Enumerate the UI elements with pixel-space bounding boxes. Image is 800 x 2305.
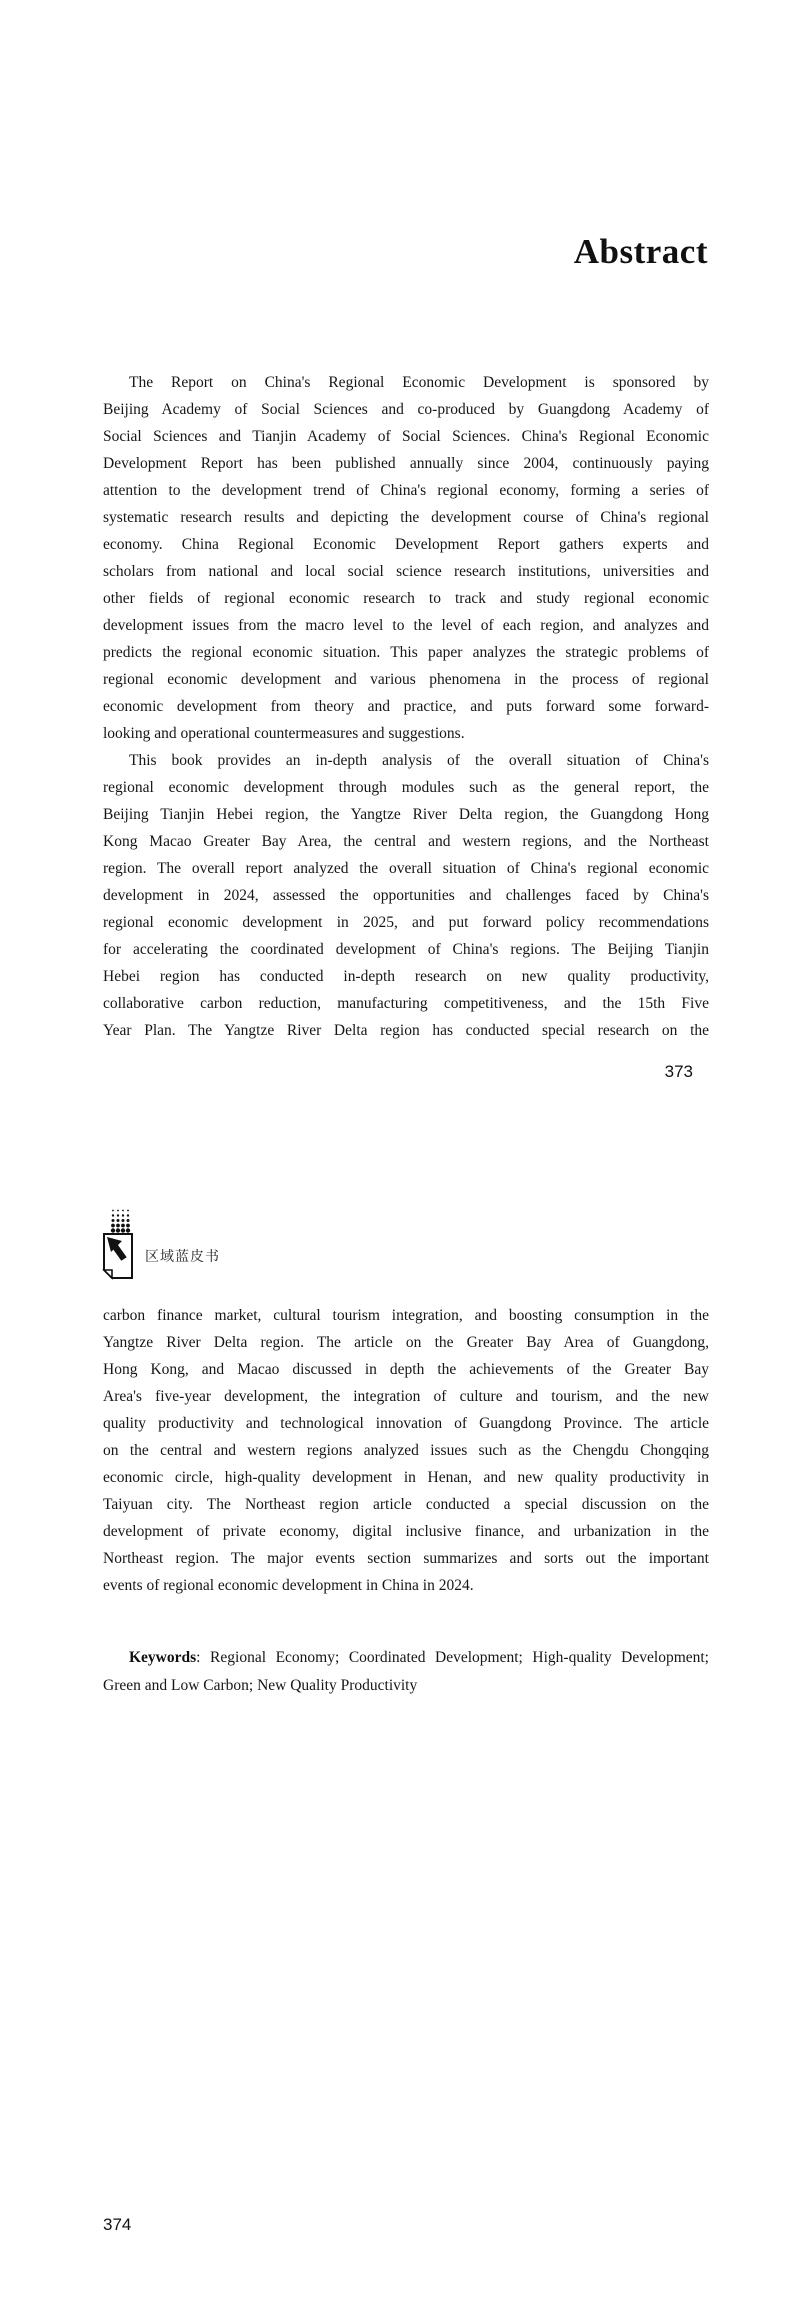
text-line: carbon finance market, cultural tourism integration, and boosting consumption in the [103,1307,709,1324]
text-line: economic circle, high-quality development in Henan, and new quality productivity in [103,1469,709,1486]
keywords-text: : Regional Economy; Coordinated Development; High-quality Development; Green and Low Carbon; New Quality Productivity [103,1648,709,1694]
text-line: Yangtze River Delta region. The article on the Greater Bay Area of Guangdong, [103,1334,709,1351]
abstract-title: Abstract [573,232,708,271]
text-line: Hong Kong, and Macao discussed in depth the achievements of the Greater Bay [103,1361,709,1378]
text-line: looking and operational countermeasures and suggestions. [103,725,465,742]
text-line: attention to the development trend of China's regional economy, forming a series of [103,482,709,499]
abstract-paragraph-2-continued [103,1302,709,1599]
abstract-paragraph-2 [103,747,709,1044]
keywords-paragraph [103,1644,709,1700]
text-line: Beijing Tianjin Hebei region, the Yangtze River Delta region, the Guangdong Hong [103,806,709,823]
series-label: 区域蓝皮书 [145,1248,220,1264]
text-line: economic development from theory and practice, and puts forward some forward- [103,698,709,715]
text-line: Year Plan. The Yangtze River Delta region has conducted special research on the [103,1022,709,1039]
text-line: Development Report has been published annually since 2004, continuously paying [103,455,709,472]
text-line: development of private economy, digital inclusive finance, and urbanization in the [103,1523,709,1540]
page-number-373: 373 [664,1062,693,1081]
blue-book-logo-icon [101,1208,135,1280]
text-line: scholars from national and local social science research institutions, universities and [103,563,709,580]
text-line: Kong Macao Greater Bay Area, the central and western regions, and the Northeast [103,833,709,850]
logo-page-icon [104,1234,132,1278]
text-line: Beijing Academy of Social Sciences and co-produced by Guangdong Academy of [103,401,709,418]
text-line: economy. China Regional Economic Development Report gathers experts and [103,536,709,553]
text-line: on the central and western regions analyzed issues such as the Chengdu Chongqing [103,1442,709,1459]
text-line: Area's five-year development, the integration of culture and tourism, and the new [103,1388,709,1405]
text-line: This book provides an in-depth analysis of the overall situation of China's [129,752,709,769]
text-line: region. The overall report analyzed the overall situation of China's regional economic [103,860,709,877]
text-line: quality productivity and technological innovation of Guangdong Province. The article [103,1415,709,1432]
text-line: for accelerating the coordinated development of China's regions. The Beijing Tianjin [103,941,709,958]
logo-dots-icon [111,1210,130,1233]
text-line: Northeast region. The major events section summarizes and sorts out the important [103,1550,709,1567]
text-line: regional economic development through modules such as the general report, the [103,779,709,796]
text-line: Hebei region has conducted in-depth research on new quality productivity, [103,968,709,985]
abstract-paragraph-1 [103,369,709,747]
text-line: Taiyuan city. The Northeast region article conducted a special discussion on the [103,1496,709,1513]
page-number-374: 374 [103,2215,132,2234]
text-line: The Report on China's Regional Economic Development is sponsored by [129,374,709,391]
text-line: development in 2024, assessed the opportunities and challenges faced by China's [103,887,709,904]
text-line: systematic research results and depicting the development course of China's regional [103,509,709,526]
text-line: regional economic development in 2025, and put forward policy recommendations [103,914,709,931]
text-line: collaborative carbon reduction, manufacturing competitiveness, and the 15th Five [103,995,709,1012]
keywords-label: Keywords [129,1648,197,1666]
text-line: development issues from the macro level to the level of each region, and analyzes and [103,617,709,634]
text-line: regional economic development and various phenomena in the process of regional [103,671,709,688]
blue-book-logo [101,1208,220,1280]
text-line: predicts the regional economic situation. This paper analyzes the strategic problems of [103,644,709,661]
text-line: events of regional economic development in China in 2024. [103,1577,474,1594]
text-line: other fields of regional economic research to track and study regional economic [103,590,709,607]
text-line: Social Sciences and Tianjin Academy of Social Sciences. China's Regional Economic [103,428,709,445]
